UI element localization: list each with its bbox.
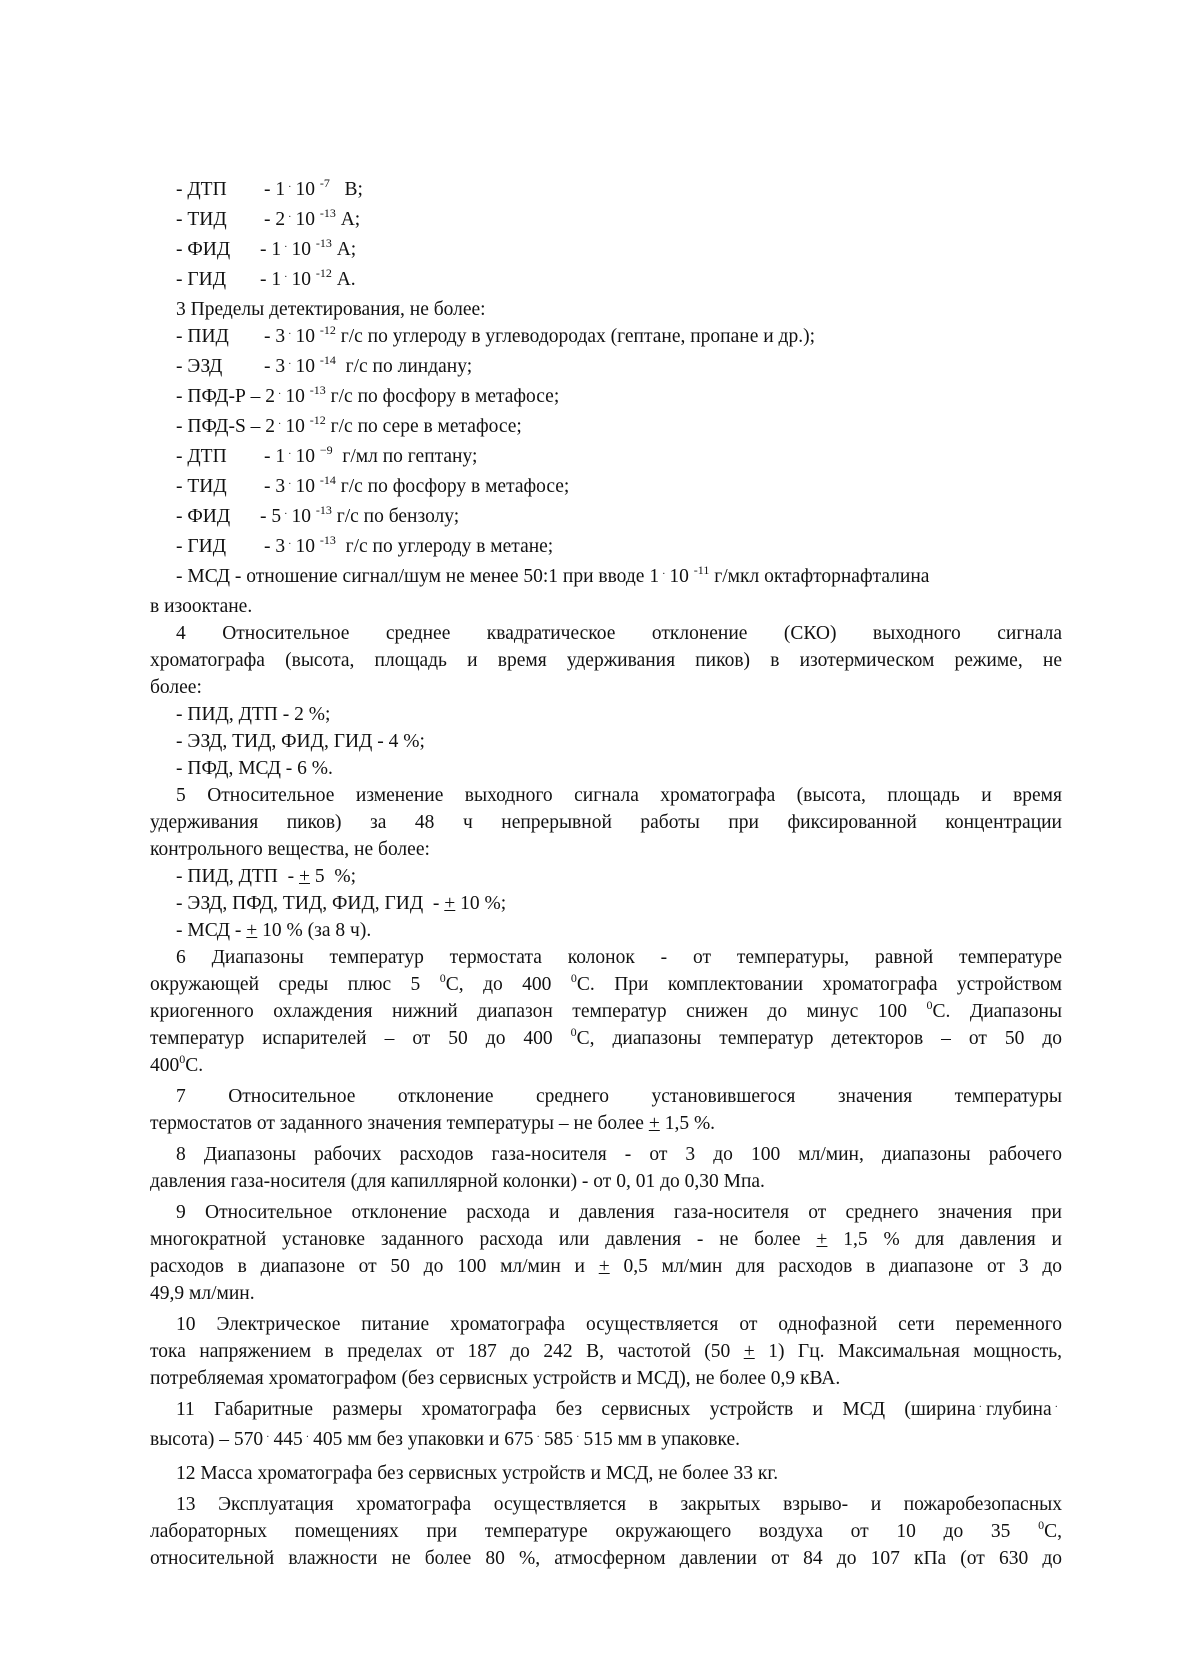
text-line: хроматографа (высота, площадь и время удерживания пиков) в изотермическом режиме, не xyxy=(150,650,1062,671)
document-page xyxy=(150,176,1062,1572)
text-line: более: xyxy=(150,677,202,698)
text-line: тока напряжением в пределах от 187 до 242 В, частотой (50 + 1) Гц. Максимальная мощность, xyxy=(150,1341,1062,1362)
text-line: высота) – 570 · 445 · 405 мм без упаковки и 675 · 585 · 515 мм в упаковке. xyxy=(150,1429,741,1450)
section-4-rsd xyxy=(150,620,1062,782)
section-9-flow-deviation xyxy=(150,1199,1062,1307)
section-heading: 3 Пределы детектирования, не более: xyxy=(176,299,486,320)
text-line: 12 Масса хроматографа без сервисных устройств и МСД, не более 33 кг. xyxy=(176,1463,779,1484)
text-line: потребляемая хроматографом (без сервисных устройств и МСД), не более 0,9 кВА. xyxy=(150,1368,841,1389)
list-item: - ПИД, ДТП - 2 %; xyxy=(176,704,331,725)
list-item: - ЭЗД - 3 · 10 $^{-14}$ г/с по линдану; xyxy=(176,352,473,377)
text-line: удерживания пиков) за 48 ч непрерывной работы при фиксированной концентрации xyxy=(150,812,1062,833)
list-item: - ФИД - 1 · 10 $^{-13}$ А; xyxy=(176,235,357,260)
text-line: 10 Электрическое питание хроматографа осуществляется от однофазной сети переменного xyxy=(176,1314,1062,1335)
text-line: относительной влажности не более 80 %, атмосферном давлении от 84 до 107 кПа (от 630 до xyxy=(150,1548,1062,1569)
text-line: термостатов от заданного значения температуры – не более + 1,5 %. xyxy=(150,1113,716,1134)
list-item: - ЭЗД, ТИД, ФИД, ГИД - 4 %; xyxy=(176,731,425,752)
text-line: 11 Габаритные размеры хроматографа без сервисных устройств и МСД (ширина · глубина · xyxy=(176,1399,1058,1420)
section-12-mass xyxy=(150,1460,1062,1487)
list-item: - ГИД - 1 · 10 $^{-12}$ А. xyxy=(176,265,356,290)
text-line: в изооктане. xyxy=(150,596,253,617)
section-11-dimensions xyxy=(150,1396,1062,1456)
section-7-temperature-deviation xyxy=(150,1083,1062,1137)
text-line: 4 Относительное среднее квадратическое отклонение (СКО) выходного сигнала xyxy=(176,623,1062,644)
list-item-msd: - МСД - отношение сигнал/шум не менее 50:1 при вводе 1 · 10 $^{-11}$ г/мкл октафторнафталина xyxy=(176,562,930,587)
text-line: 9 Относительное отклонение расхода и давления газа-носителя от среднего значения при xyxy=(176,1202,1062,1223)
text-line: лабораторных помещениях при температуре окружающего воздуха от 10 до 35 $^0$С, xyxy=(150,1517,1062,1542)
text-line: 8 Диапазоны рабочих расходов газа-носителя - от 3 до 100 мл/мин, диапазоны рабочего xyxy=(176,1144,1062,1165)
text-line: 6 Диапазоны температур термостата колонок - от температуры, равной температуре xyxy=(176,947,1062,968)
section-10-power-supply xyxy=(150,1311,1062,1392)
text-line: давления газа-носителя (для капиллярной колонки) - от 0, 01 до 0,30 Мпа. xyxy=(150,1171,765,1192)
text-line: 7 Относительное отклонение среднего установившегося значения температуры xyxy=(176,1086,1062,1107)
list-item: - ЭЗД, ПФД, ТИД, ФИД, ГИД - + 10 %; xyxy=(176,893,507,914)
text-line: $400^0С$. xyxy=(150,1051,204,1076)
text-line: 49,9 мл/мин. xyxy=(150,1283,255,1304)
list-item: - ТИД - 3 · 10 $^{-14}$ г/с по фосфору в метафосе; xyxy=(176,472,570,497)
list-item: - МСД - + 10 % (за 8 ч). xyxy=(176,920,372,941)
list-item: - ДТП - 1 · 10 $^{-9}$ г/мл по гептану; xyxy=(176,442,478,467)
text-line: многократной установке заданного расхода или давления - не более + 1,5 % для давления и xyxy=(150,1229,1062,1250)
text-line: криогенного охлаждения нижний диапазон температур снижен до минус 100 $^0$С. Диапазоны xyxy=(150,997,1062,1022)
list-item: - ГИД - 3 · 10 $^{-13}$ г/с по углероду в метане; xyxy=(176,532,554,557)
list-item: - ПФД-S – 2 · 10 $^{-12}$ г/с по сере в метафосе; xyxy=(176,412,522,437)
section-13-operating-conditions xyxy=(150,1491,1062,1572)
section-5-signal-drift xyxy=(150,782,1062,944)
list-item: - ПИД, ДТП - + 5 %; xyxy=(176,866,357,887)
text-line: расходов в диапазоне от 50 до 100 мл/мин и + 0,5 мл/мин для расходов в диапазоне от 3 до xyxy=(150,1256,1062,1277)
section-6-temperature-ranges xyxy=(150,944,1062,1079)
list-item: - ТИД - 2 · 10 $^{-13}$ А; xyxy=(176,205,361,230)
list-item: - ПФД, МСД - 6 %. xyxy=(176,758,333,779)
text-line: окружающей среды плюс 5 $^0$С, до 400 $^0$С. При комплектовании хроматографа устройством xyxy=(150,970,1062,995)
text-line: 5 Относительное изменение выходного сигнала хроматографа (высота, площадь и время xyxy=(176,785,1062,806)
text-line: 13 Эксплуатация хроматографа осуществляется в закрытых взрыво- и пожаробезопасных xyxy=(176,1494,1062,1515)
list-item: - ПИД - 3 · 10 $^{-12}$ г/с по углероду в углеводородах (гептане, пропане и др.); xyxy=(176,322,815,347)
section-8-carrier-gas-ranges xyxy=(150,1141,1062,1195)
section-3-detection-limits xyxy=(150,296,1062,620)
noise-level-list xyxy=(150,176,1062,296)
list-item: - ДТП - 1 · 10 $^{-7}$ В; xyxy=(176,175,363,200)
text-line: температур испарителей – от 50 до 400 $^0$С, диапазоны температур детекторов – от 50 до xyxy=(150,1024,1062,1049)
list-item: - ПФД-Р – 2 · 10 $^{-13}$ г/с по фосфору в метафосе; xyxy=(176,382,560,407)
list-item: - ФИД - 5 · 10 $^{-13}$ г/с по бензолу; xyxy=(176,502,460,527)
text-line: контрольного вещества, не более: xyxy=(150,839,430,860)
